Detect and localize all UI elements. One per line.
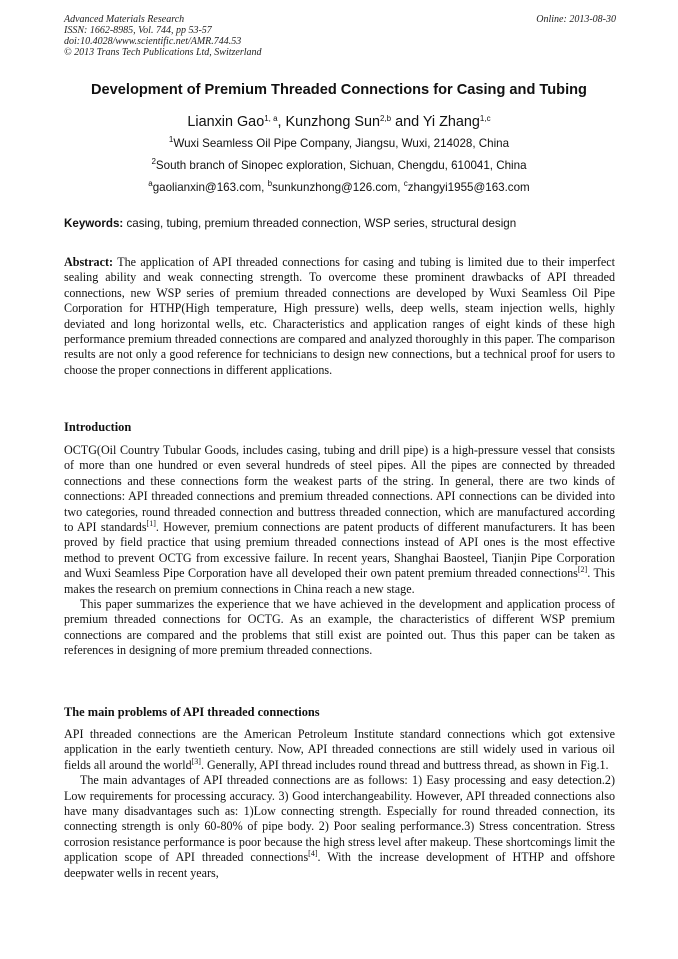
author-list [40,112,638,132]
email-link[interactable]: sunkunzhong@126.com, [272,181,404,194]
keywords [64,216,616,232]
citation-ref[interactable]: [1] [146,519,156,529]
affiliation-sup: 1 [168,135,174,144]
problems-body [64,727,615,881]
paragraph-text: . However, premium connections are patent products of different manufacturers. It has been proved by field practice that using premium threaded connections instead of API ones is the most effective method to prevent OCTG from excessive failure. In recent years, Shanghai Baosteel, Tianjin Pipe Corporation and Wuxi Seamless Pipe Corporation have all developed their own patent premium threaded connections [64,520,615,581]
keywords-text: casing, tubing, premium threaded connection, WSP series, structural design [123,217,517,230]
author-name: Yi Zhang [422,114,480,130]
keywords-label: Keywords: [64,217,124,230]
citation-ref[interactable]: [4] [308,849,318,859]
affiliation-2 [40,158,638,174]
paragraph-text: . With the increase development of HTHP and offshore deepwater wells in recent years, [64,850,615,880]
email-sup: a [148,179,153,188]
introduction-body [64,443,615,659]
paper-title: Development of Premium Threaded Connections for Casing and Tubing [91,82,587,98]
section-heading-problems: The main problems of API threaded connections [64,705,320,719]
author-sup: 1, a [264,114,278,123]
affiliation-sup: 2 [151,157,156,166]
author-sup: 2,b [379,114,392,123]
affiliation-text: South branch of Sinopec exploration, Sichuan, Chengdu, 610041, China [155,159,527,172]
paragraph: This paper summarizes the experience that we have achieved in the development and application process of premium threaded connections for OCTG. As an example, the characteristics of different WSP premium connections are compared and the problems that still exist are pointed out. Thus this paper can be taken as references in designing of more premium threaded connections. [64,597,615,658]
author-separator: and [391,114,423,130]
doi-line[interactable]: doi:10.4028/www.scientific.net/AMR.744.53 [64,36,242,47]
email-line [40,180,638,196]
citation-ref[interactable]: [2] [577,565,588,575]
paragraph-text: The main advantages of API threaded connections are as follows: 1) Easy processing and easy detection.2) Low requirements for processing accuracy. 3) Good interchangeability. However, API threaded connections also have many disadvantages such as: 1)Low connecting strength. Especially for round threaded connection, its connecting strength is only 60-80% of pipe body. 2) Poor sealing performance.3) Stress concentration. Stress corrosion resistance performance is poor because the high stress level after makeup. These shortcomings limit the application scope of API threaded connections [64,773,615,865]
copyright-line: © 2013 Trans Tech Publications Ltd, Switzerland [64,47,262,58]
journal-name: Advanced Materials Research [64,14,185,25]
citation-ref[interactable]: [3] [191,756,201,766]
author-name: Lianxin Gao [187,114,265,130]
author-name: Kunzhong Sun [285,114,380,130]
author-sup: 1,c [479,114,491,123]
online-date: Online: 2013-08-30 [536,14,616,25]
affiliation-1 [40,136,638,152]
email-link[interactable]: zhangyi1955@163.com [407,181,530,194]
section-heading-introduction: Introduction [64,420,132,434]
paragraph-text: OCTG(Oil Country Tubular Goods, includes casing, tubing and drill pipe) is a high-pressure vessel that consists of more than one hundred or even several hundreds of steel pipes. All the pipes are connected by threaded connections and these connections form the weakest parts of the string. In general, there are two kinds of connections: API threaded connections and premium threaded connections. API connections can be divided into two categories, round threaded connection and buttress threaded connection, which are manufactured according to API standards [64,443,615,535]
email-sup: c [403,179,408,188]
paragraph [64,443,615,597]
author-separator: , [277,114,286,130]
journal-header [64,14,616,58]
abstract [64,255,615,378]
affiliation-text: Wuxi Seamless Oil Pipe Company, Jiangsu, Wuxi, 214028, China [173,137,510,150]
paragraph-text: API threaded connections are the American Petroleum Institute standard connections which got extensive application in the early twentieth century. Now, API threaded connections are still widely used in various oil fields all around the world [64,727,615,772]
email-link[interactable]: gaolianxin@163.com, [152,181,268,194]
abstract-text: The application of API threaded connections for casing and tubing is limited due to their imperfect sealing ability and weak connecting strength. To overcome these prominent drawbacks of API threaded connections, new WSP series of premium threaded connections are developed by Wuxi Seamless Oil Pipe Corporation for HTHP(High temperature, High pressure) wells, deep wells, steam injection wells, highly deviated and long horizontal wells, etc. Characteristics and application ranges of eight kinds of these high performance premium threaded connections are compared and analyzed thoroughly in this paper. The comparison results are not only a good reference for technicians to design new connections, but a technical proof for users to choose the proper connections in different applications. [64,255,615,377]
paragraph [64,773,615,881]
email-sup: b [267,179,273,188]
paragraph-text: . Generally, API thread includes round thread and buttress thread, as shown in Fig.1. [200,757,609,772]
abstract-label: Abstract: [64,255,114,269]
paragraph [64,727,615,773]
paragraph-text: . This makes the research on premium connections in China reach a new stage. [64,566,615,596]
issn-line: ISSN: 1662-8985, Vol. 744, pp 53-57 [64,25,212,36]
